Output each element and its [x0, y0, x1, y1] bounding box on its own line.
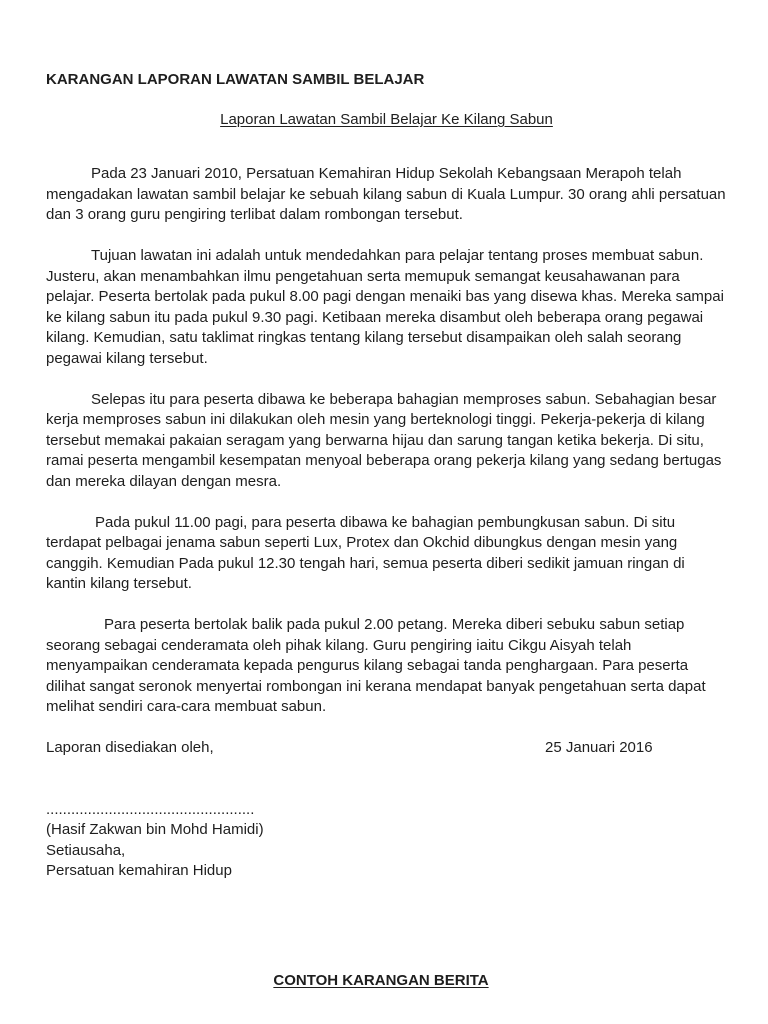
- paragraph-line: kerja memproses sabun ini dilakukan oleh mesin yang berteknologi tinggi. Pekerja-pekerja di kilang: [46, 411, 705, 428]
- signatory-organization: Persatuan kemahiran Hidup: [46, 862, 232, 879]
- paragraph-line: tersebut memakai pakaian seragam yang berwarna hijau dan sarung tangan ketika bekerja. Di situ,: [46, 431, 704, 449]
- paragraph-line: canggih. Kemudian Pada pukul 12.30 tengah hari, semua peserta diberi sedikit jamuan ringan di: [46, 554, 685, 572]
- paragraph: [46, 513, 746, 595]
- paragraph-line: kantin kilang tersebut.: [46, 575, 192, 592]
- prepared-by-label: Laporan disediakan oleh,: [46, 739, 214, 756]
- document-subtitle: Laporan Lawatan Sambil Belajar Ke Kilang Sabun: [220, 111, 553, 128]
- paragraph: [46, 164, 746, 226]
- signature-line: ..................................................: [46, 800, 255, 818]
- paragraph-line: dan mereka dilayan dengan mesra.: [46, 472, 282, 490]
- paragraph-line: ke kilang sabun itu pada pukul 9.30 pagi. Ketibaan mereka disambut oleh beberapa orang pegawai: [46, 308, 704, 326]
- paragraph-line: melihat sendiri cara-cara membuat sabun.: [46, 698, 327, 715]
- paragraph-line: pelajar. Peserta bertolak pada pukul 8.00 pagi dengan menaiki bas yang disewa khas. Mereka sampai: [46, 288, 724, 305]
- paragraph-line: menyampaikan cenderamata kepada pengurus kilang sebagai tanda penghargaan. Para peserta: [46, 657, 689, 674]
- paragraph: [46, 390, 746, 493]
- signatory-name: (Hasif Zakwan bin Mohd Hamidi): [46, 821, 264, 838]
- paragraph-line: Selepas itu para peserta dibawa ke beberapa bahagian memproses sabun. Sebahagian besar: [91, 390, 717, 408]
- paragraph-line: dilihat sangat seronok menyertai rombongan ini kerana mendapat banyak pengetahuan serta dapat: [46, 677, 706, 695]
- paragraph-line: ramai peserta mengambil kesempatan menyoal beberapa orang pekerja kilang yang sedang bertugas: [46, 452, 722, 469]
- signatory-role: Setiausaha,: [46, 841, 126, 859]
- next-section-heading: CONTOH KARANGAN BERITA: [273, 972, 489, 989]
- paragraph-line: seorang sebagai cenderamata oleh pihak kilang. Guru pengiring iaitu Cikgu Aisyah telah: [46, 636, 632, 654]
- paragraph-line: dan 3 orang guru pengiring terlibat dalam rombongan tersebut.: [46, 206, 463, 223]
- paragraph: [46, 246, 746, 369]
- paragraph-line: Para peserta bertolak balik pada pukul 2.00 petang. Mereka diberi sebuku sabun setiap: [104, 616, 685, 633]
- document-title: KARANGAN LAPORAN LAWATAN SAMBIL BELAJAR: [46, 71, 425, 88]
- signature-block: [46, 800, 746, 882]
- report-date: 25 Januari 2016: [545, 739, 653, 756]
- paragraph-line: terdapat pelbagai jenama sabun seperti Lux, Protex dan Okchid dibungkus dengan mesin yang: [46, 534, 678, 551]
- paragraph-line: Justeru, akan menambahkan ilmu pengetahuan serta memupuk semangat keusahawanan para: [46, 267, 680, 285]
- paragraph: [46, 615, 746, 718]
- paragraph-line: Pada 23 Januari 2010, Persatuan Kemahiran Hidup Sekolah Kebangsaan Merapoh telah: [91, 165, 682, 182]
- document-subtitle-wrapper: [46, 110, 727, 131]
- paragraph-line: Tujuan lawatan ini adalah untuk mendedahkan para pelajar tentang proses membuat sabun.: [91, 247, 704, 264]
- report-body: [46, 164, 746, 882]
- prepared-by-row: [46, 738, 746, 759]
- paragraph-line: mengadakan lawatan sambil belajar ke sebuah kilang sabun di Kuala Lumpur. 30 orang ahli persatuan: [46, 185, 726, 203]
- next-section-heading-wrapper: [46, 971, 716, 992]
- paragraph-line: kilang. Kemudian, satu taklimat ringkas tentang kilang tersebut disampaikan oleh salah seorang: [46, 329, 682, 346]
- paragraph-line: Pada pukul 11.00 pagi, para peserta dibawa ke bahagian pembungkusan sabun. Di situ: [95, 513, 676, 531]
- paragraph-line: pegawai kilang tersebut.: [46, 349, 208, 367]
